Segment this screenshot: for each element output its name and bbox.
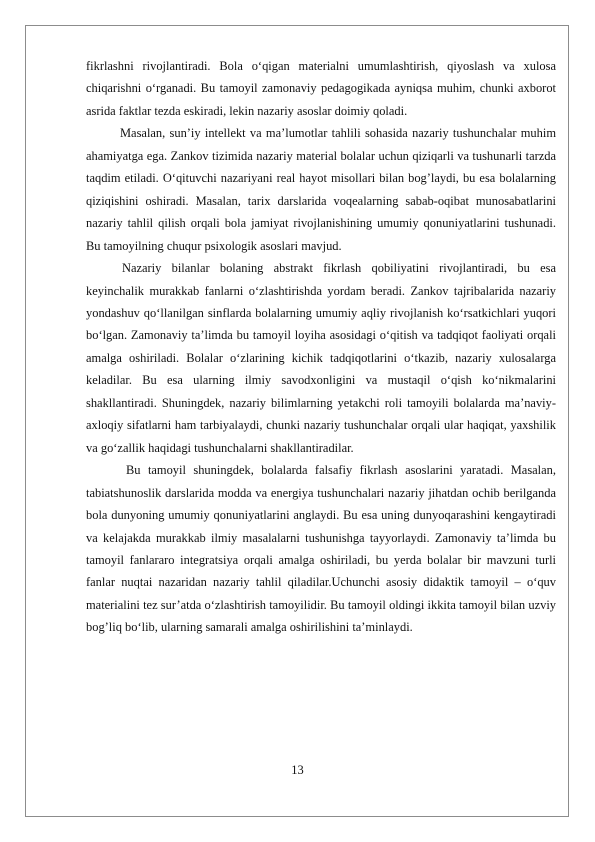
paragraph-3: Nazariy bilanlar bolaning abstrakt fikrlash qobiliyatini rivojlantiradi, bu esa keyinchalik murakkab fanlarni o‘zlashtirishda yordam beradi. Zankov tajribalarida nazariy yondashuv qo‘llanilgan sinflarda bolalarning umumiy aqliy rivojlanish ko‘rsatkichlari yuqori bo‘lgan. Zamonaviy ta’limda bu tamoyil loyiha asosidagi o‘qitish va tadqiqot faoliyati orqali amalga oshiriladi. Bolalar o‘zlarining kichik tadqiqotlarini o‘tkazib, nazariy xulosalarga keladilar. Bu esa ularning ilmiy savodxonligini va mustaqil o‘qish ko‘nikmalarini shakllantiradi. Shuningdek, nazariy bilimlarning yetakchi roli tamoyili bolalarda ma’naviy-axloqiy sifatlarni ham tarbiyalaydi, chunki nazariy tushunchalar orqali ular haqiqat, yaxshilik va go‘zallik haqidagi tushunchalarni shakllantiradilar.: [86, 261, 556, 455]
document-body: [86, 55, 556, 639]
page-number: 13: [291, 763, 304, 777]
paragraph-1: fikrlashni rivojlantiradi. Bola o‘qigan materialni umumlashtirish, qiyoslash va xulosa chiqarishni o‘rganadi. Bu tamoyil zamonaviy pedagogikada ayniqsa muhim, chunki axborot asrida faktlar tezda eskiradi, lekin nazariy asoslar doimiy qoladi.: [86, 59, 556, 118]
paragraph-4: Bu tamoyil shuningdek, bolalarda falsafiy fikrlash asoslarini yaratadi. Masalan, tabiatshunoslik darslarida modda va energiya tushunchalari nazariy jihatdan ochib berilganda bola dunyoning umumiy qonuniyatlarini anglaydi. Bu esa uning dunyoqarashini kengaytiradi va kelajakda murakkab ilmiy masalalarni tushunishga tayyorlaydi. Zamonaviy ta’limda bu tamoyil fanlararo integratsiya orqali amalga oshiriladi, bu yerda bolalar bir mavzuni turli fanlar nuqtai nazaridan nazariy tahlil qiladilar.Uchunchi asosiy didaktik tamoyil – o‘quv materialini tez sur’atda o‘zlashtirish tamoyilidir. Bu tamoyil oldingi ikkita tamoyil bilan uzviy bog’liq bo‘lib, ularning samarali amalga oshirilishini ta’minlaydi.: [86, 463, 556, 635]
paragraph-2: Masalan, sun’iy intellekt va ma’lumotlar tahlili sohasida nazariy tushunchalar muhim ahamiyatga ega. Zankov tizimida nazariy material bolalar uchun qiziqarli va tushunarli tarzda taqdim etiladi. O‘qituvchi nazariyani real hayot misollari bilan bog’laydi, bu esa bolalarning qiziqishini oshiradi. Masalan, tarix darslarida voqealarning sabab-oqibat munosabatlarini nazariy tahlil qilish orqali bola jamiyat rivojlanishining umumiy qonuniyatlarini tushunadi. Bu tamoyilning chuqur psixologik asoslari mavjud.: [86, 126, 556, 253]
